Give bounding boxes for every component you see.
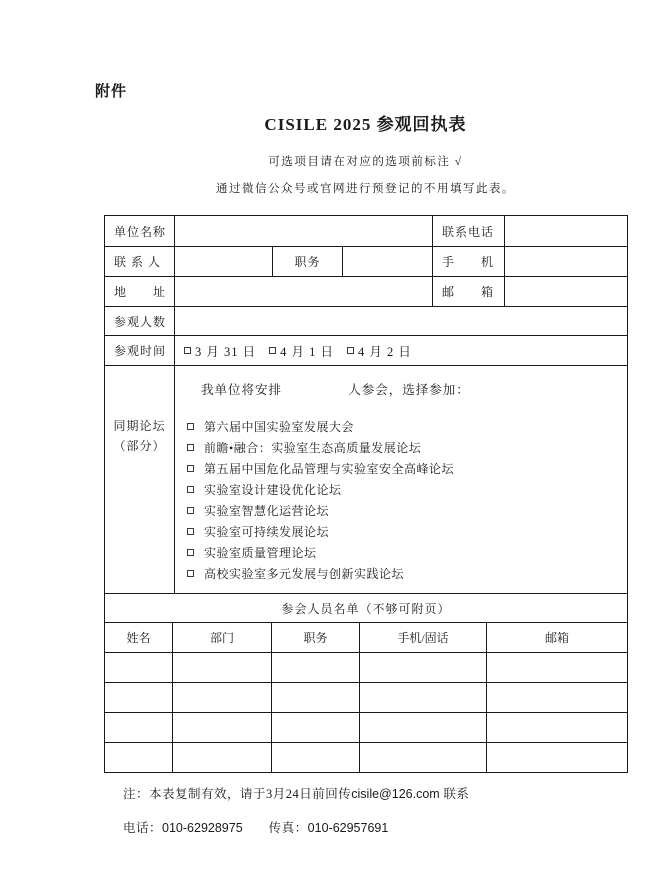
- forum-options-cell: [175, 366, 628, 594]
- mobile-label: 手 机: [433, 247, 505, 277]
- attendee-empty-cell[interactable]: [105, 743, 173, 773]
- table-row: [105, 307, 628, 336]
- forum-item: [187, 563, 623, 584]
- attendee-empty-cell[interactable]: [173, 683, 272, 713]
- visit-date-label: 4 月 1 日: [280, 344, 335, 359]
- table-row: [105, 653, 628, 683]
- subtitle-checkmark-note: 可选项目请在对应的选项前标注 √: [268, 156, 463, 168]
- attendee-empty-cell[interactable]: [272, 713, 360, 743]
- visit-time-options: [181, 342, 621, 360]
- page-title: CISILE 2025 参观回执表: [264, 115, 467, 134]
- forum-item-label: 第五届中国危化品管理与实验室安全高峰论坛: [204, 462, 455, 476]
- forum-item-label: 第六届中国实验室发展大会: [204, 420, 355, 434]
- mobile-field[interactable]: [505, 247, 628, 277]
- attendee-empty-cell[interactable]: [272, 683, 360, 713]
- attendee-empty-cell[interactable]: [360, 713, 487, 743]
- contact-phone-label: 联系电话: [433, 216, 505, 247]
- checkbox-icon[interactable]: [269, 347, 276, 354]
- visit-date-option: [269, 342, 334, 360]
- contact-info-table: [104, 215, 628, 594]
- table-row: [105, 683, 628, 713]
- reply-form-table: [104, 215, 627, 773]
- forum-intro: [201, 380, 623, 398]
- attendee-empty-cell[interactable]: [173, 743, 272, 773]
- unit-name-label: 单位名称: [105, 216, 175, 247]
- email-field[interactable]: [505, 277, 628, 307]
- position-field[interactable]: [343, 247, 433, 277]
- forum-item-label: 实验室可持续发展论坛: [204, 525, 330, 539]
- fax-label: 传真：: [268, 821, 308, 835]
- footer-note-prefix: 注：本表复制有效，请于3月24日前回传: [123, 787, 352, 801]
- forum-item: [187, 521, 623, 542]
- attendee-empty-cell[interactable]: [487, 653, 628, 683]
- email-label: 邮 箱: [433, 277, 505, 307]
- attendee-column-header: 邮箱: [487, 623, 628, 653]
- forum-item: [187, 500, 623, 521]
- phone-label: 电话：: [123, 821, 163, 835]
- attendee-empty-rows: [105, 653, 628, 773]
- phone-value: 010-62928975: [162, 821, 243, 835]
- footer-email: cisile@126.com: [351, 787, 440, 801]
- position-label: 职务: [273, 247, 343, 277]
- checkbox-icon[interactable]: [187, 528, 194, 535]
- visitor-count-field[interactable]: [175, 307, 628, 336]
- checkbox-icon[interactable]: [187, 570, 194, 577]
- attendee-header-row: [105, 623, 628, 653]
- subtitle-preregister-note: 通过微信公众号或官网进行预登记的不用填写此表。: [216, 183, 515, 195]
- forum-section-label: [105, 366, 175, 594]
- forum-list: [187, 416, 623, 584]
- checkbox-icon[interactable]: [187, 486, 194, 493]
- forum-intro-suffix: 人参会，选择参加：: [348, 383, 470, 397]
- table-row: [105, 713, 628, 743]
- attendee-empty-cell[interactable]: [487, 743, 628, 773]
- attendee-empty-cell[interactable]: [360, 653, 487, 683]
- visit-time-cell: [175, 336, 628, 366]
- attendee-empty-cell[interactable]: [105, 683, 173, 713]
- footer-contacts: [123, 818, 388, 836]
- forum-item: [187, 437, 623, 458]
- table-row: [105, 336, 628, 366]
- attendee-column-header: 部门: [173, 623, 272, 653]
- checkbox-icon[interactable]: [187, 444, 194, 451]
- forum-label-line1: 同期论坛: [113, 419, 166, 433]
- attendee-column-header: 职务: [272, 623, 360, 653]
- table-row: [105, 216, 628, 247]
- table-row: [105, 277, 628, 307]
- address-label: 地 址: [105, 277, 175, 307]
- checkbox-icon[interactable]: [184, 347, 191, 354]
- checkbox-icon[interactable]: [187, 423, 194, 430]
- table-row: [105, 743, 628, 773]
- visit-date-label: 3 月 31 日: [195, 344, 257, 359]
- attendee-empty-cell[interactable]: [360, 683, 487, 713]
- forum-item: [187, 479, 623, 500]
- attendee-empty-cell[interactable]: [487, 683, 628, 713]
- forum-item-label: 实验室质量管理论坛: [204, 546, 317, 560]
- attendee-empty-cell[interactable]: [173, 713, 272, 743]
- table-row: [105, 594, 628, 623]
- visit-date-option: [347, 342, 412, 360]
- contact-person-label: 联 系 人: [105, 247, 175, 277]
- attendee-section-title: 参会人员名单（不够可附页）: [105, 594, 628, 623]
- attachment-label: 附件: [95, 84, 128, 100]
- attendee-column-header: 姓名: [105, 623, 173, 653]
- unit-name-field[interactable]: [175, 216, 433, 247]
- visit-time-label: 参观时间: [105, 336, 175, 366]
- visitor-count-label: 参观人数: [105, 307, 175, 336]
- table-row: [105, 247, 628, 277]
- forum-intro-prefix: 我单位将安排: [201, 383, 283, 397]
- attendee-empty-cell[interactable]: [272, 653, 360, 683]
- attendee-empty-cell[interactable]: [487, 713, 628, 743]
- forum-label-line2: （部分）: [113, 439, 166, 453]
- checkbox-icon[interactable]: [187, 507, 194, 514]
- checkbox-icon[interactable]: [187, 549, 194, 556]
- table-row: [105, 366, 628, 594]
- visit-date-option: [184, 342, 256, 360]
- attendee-empty-cell[interactable]: [360, 743, 487, 773]
- forum-item-label: 前瞻•融合：实验室生态高质量发展论坛: [204, 441, 422, 455]
- footer-note-suffix: 联系: [439, 787, 470, 801]
- attendee-empty-cell[interactable]: [105, 713, 173, 743]
- fax-value: 010-62957691: [307, 821, 389, 835]
- checkbox-icon[interactable]: [187, 465, 194, 472]
- forum-item-label: 实验室设计建设优化论坛: [204, 483, 342, 497]
- forum-item-label: 实验室智慧化运营论坛: [204, 504, 330, 518]
- forum-item: [187, 458, 623, 479]
- contact-person-field[interactable]: [175, 247, 273, 277]
- checkbox-icon[interactable]: [347, 347, 354, 354]
- attendee-column-header: 手机/固话: [360, 623, 487, 653]
- attendee-empty-cell[interactable]: [105, 653, 173, 683]
- attendee-list-table: [104, 593, 628, 773]
- footer-note: [123, 784, 469, 802]
- attendee-empty-cell[interactable]: [173, 653, 272, 683]
- contact-phone-field[interactable]: [505, 216, 628, 247]
- address-field[interactable]: [175, 277, 433, 307]
- visit-date-label: 4 月 2 日: [358, 344, 412, 359]
- forum-item: [187, 416, 623, 437]
- forum-item: [187, 542, 623, 563]
- forum-item-label: 高校实验室多元发展与创新实践论坛: [204, 567, 405, 581]
- attendee-empty-cell[interactable]: [272, 743, 360, 773]
